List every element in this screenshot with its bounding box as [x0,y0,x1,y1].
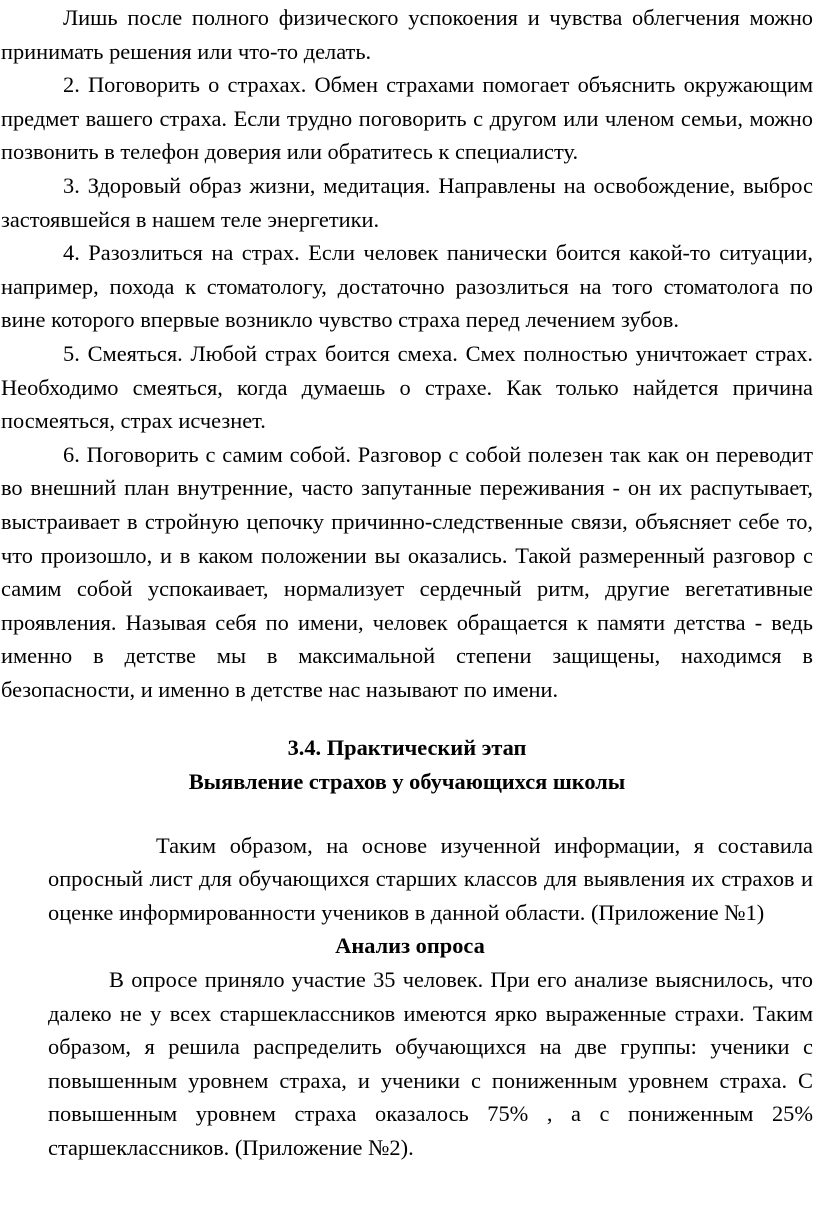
paragraph-get-angry: 4. Разозлиться на страх. Если человек панически боится какой-то ситуации, например, похода к стоматологу, достаточно разозлиться на того стоматолога по вине которого впервые возникло чувство страха перед лечением зубов. [1,240,813,333]
paragraph-calm-down: Лишь после полного физического успокоения и чувства облегчения можно принимать решения или что-то делать. [1,5,813,64]
paragraph-self-talk: 6. Поговорить с самим собой. Разговор с собой полезен так как он переводит во внешний план внутренние, часто запутанные переживания - он их распутывает, выстраивает в стройную цепочку причинно-следственные связи, объясняет себе то, что произошло, и в каком положении вы оказались. Такой размеренный разговор с самим собой успокаивает, нормализует сердечный ритм, другие вегетативные проявления. Называя себя по имени, человек обращается к памяти детства - ведь именно в детстве мы в максимальной степени защищены, находимся в безопасности, и именно в детстве нас называют по имени. [1,441,813,702]
paragraph-healthy-lifestyle: 3. Здоровый образ жизни, медитация. Направлены на освобождение, выброс застоявшейся в нашем теле энергетики. [1,172,813,232]
paragraph-talk-about-fears: 2. Поговорить о страхах. Обмен страхами помогает объяснить окружающим предмет вашего страха. Если трудно поговорить с другом или членом семьи, можно позвонить в телефон доверия или обратитесь к специалисту. [1,72,813,165]
spacer [1,799,813,829]
paragraph-analysis: В опросе приняло участие 35 человек. При его анализе выяснилось, что далеко не у всех старшеклассников имеются ярко выраженные страхи. Таким образом, я решила распределить обучающихся на две группы: ученики с повышенным уровнем страха, и ученики с пониженным уровнем страха. С повышенным уровнем страха оказалось 75% , а с пониженным 25% старшеклассников. (Приложение №2). [48,967,813,1160]
spacer [1,706,813,731]
analysis-heading: Анализ опроса [335,933,485,959]
section-subheading: Выявление страхов у обучающихся школы [188,769,626,795]
paragraph-laugh: 5. Смеяться. Любой страх боится смеха. Смех полностью уничтожает страх. Необходимо смеяться, когда думаешь о страхе. Как только найдется причина посмеяться, страх исчезнет. [1,340,813,434]
paragraph-summary: Таким образом, на основе изученной информации, я составила опросный лист для обучающихся старших классов для выявления их страхов и оценке информированности учеников в данной области. (Приложение №1) [48,832,813,925]
section-heading: 3.4. Практический этап [287,735,527,761]
